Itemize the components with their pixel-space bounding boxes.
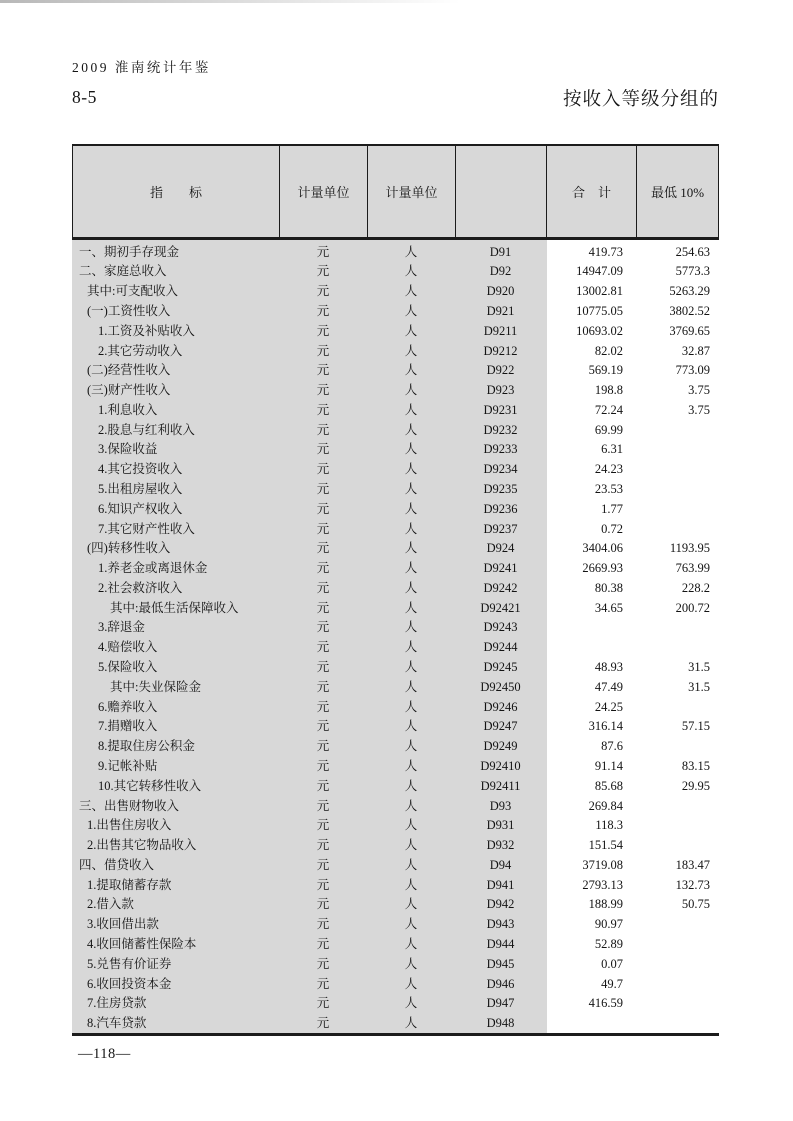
cell-unit-person: 人 [404, 996, 418, 1011]
cell-unit-person: 人 [404, 244, 418, 259]
cell-code: D943 [486, 917, 515, 932]
cell-unit-yuan: 元 [316, 482, 330, 497]
cell-lowest10 [636, 519, 719, 539]
cell-unit-person: 人 [404, 660, 418, 675]
cell-lowest10 [636, 440, 719, 460]
cell-lowest10 [636, 697, 719, 717]
cell-lowest10 [636, 915, 719, 935]
cell-unit-person: 人 [404, 501, 418, 516]
cell-unit-yuan: 元 [316, 917, 330, 932]
cell-lowest10 [636, 974, 719, 994]
cell-unit-yuan: 元 [316, 818, 330, 833]
cell-lowest10 [636, 954, 719, 974]
cell-lowest10: 32.87 [681, 343, 710, 358]
cell-unit-person: 人 [404, 462, 418, 477]
cell-unit-yuan: 元 [316, 699, 330, 714]
table-header-row [72, 144, 719, 240]
table-row [72, 816, 719, 836]
cell-total: 0.07 [601, 956, 623, 971]
cell-code: D948 [486, 1016, 515, 1031]
cell-total: 47.49 [594, 679, 623, 694]
cell-unit-yuan: 元 [316, 620, 330, 635]
cell-lowest10: 254.63 [675, 244, 710, 259]
cell-unit-person: 人 [404, 818, 418, 833]
cell-unit-yuan: 元 [316, 541, 330, 556]
cell-total: 24.25 [594, 699, 623, 714]
cell-total: 85.68 [594, 778, 623, 793]
cell-total: 72.24 [594, 402, 623, 417]
cell-total: 3404.06 [582, 541, 623, 556]
cell-lowest10 [636, 835, 719, 855]
cell-code: D931 [486, 818, 515, 833]
col-header-unit1: 计量单位 [280, 146, 368, 237]
cell-unit-yuan: 元 [316, 561, 330, 576]
cell-lowest10: 3.75 [688, 402, 710, 417]
cell-total: 69.99 [594, 422, 623, 437]
cell-indicator: 1.提取储蓄存款 [87, 877, 172, 892]
cell-code: D932 [486, 838, 515, 853]
cell-unit-yuan: 元 [316, 877, 330, 892]
cell-indicator: 2.其它劳动收入 [98, 343, 183, 358]
table-row [72, 934, 719, 954]
cell-total: 6.31 [601, 442, 623, 457]
table-row [72, 479, 719, 499]
cell-total: 10775.05 [576, 303, 623, 318]
cell-total: 0.72 [601, 521, 623, 536]
cell-unit-person: 人 [404, 778, 418, 793]
cell-unit-yuan: 元 [316, 264, 330, 279]
cell-unit-yuan: 元 [316, 758, 330, 773]
cell-indicator: 6.收回投资本金 [87, 976, 172, 991]
cell-unit-yuan: 元 [316, 462, 330, 477]
cell-unit-yuan: 元 [316, 284, 330, 299]
cell-indicator: 2.股息与红利收入 [98, 422, 195, 437]
table-row [72, 321, 719, 341]
cell-indicator: 5.保险收入 [98, 660, 158, 675]
cell-unit-person: 人 [404, 442, 418, 457]
cell-unit-yuan: 元 [316, 640, 330, 655]
cell-unit-yuan: 元 [316, 897, 330, 912]
cell-total: 10693.02 [576, 323, 623, 338]
cell-indicator: 二、家庭总收入 [79, 264, 167, 279]
cell-indicator: 1.养老金或离退休金 [98, 561, 208, 576]
cell-total: 188.99 [588, 897, 623, 912]
table-row [72, 776, 719, 796]
cell-total: 34.65 [594, 600, 623, 615]
cell-lowest10: 183.47 [675, 857, 710, 872]
cell-total: 2669.93 [582, 561, 623, 576]
cell-indicator: 三、出售财物收入 [79, 798, 180, 813]
cell-total: 13002.81 [576, 284, 623, 299]
cell-total: 269.84 [588, 798, 623, 813]
cell-code: D92450 [480, 679, 521, 694]
cell-code: D945 [486, 956, 515, 971]
cell-unit-yuan: 元 [316, 956, 330, 971]
cell-unit-person: 人 [404, 363, 418, 378]
cell-unit-person: 人 [404, 284, 418, 299]
cell-lowest10: 31.5 [688, 660, 710, 675]
cell-unit-yuan: 元 [316, 719, 330, 734]
cell-lowest10: 228.2 [681, 580, 710, 595]
col-header-indicator: 指 标 [73, 146, 280, 237]
cell-total: 49.7 [601, 976, 623, 991]
cell-unit-yuan: 元 [316, 580, 330, 595]
cell-indicator: 3.保险收益 [98, 442, 158, 457]
col-header-total: 合 计 [547, 146, 637, 237]
cell-unit-person: 人 [404, 936, 418, 951]
cell-code: D921 [486, 303, 515, 318]
table-row [72, 539, 719, 559]
table-row [72, 697, 719, 717]
cell-lowest10: 3.75 [688, 383, 710, 398]
cell-unit-yuan: 元 [316, 1016, 330, 1031]
cell-code: D9244 [483, 640, 518, 655]
cell-unit-person: 人 [404, 264, 418, 279]
cell-lowest10 [636, 796, 719, 816]
cell-unit-yuan: 元 [316, 521, 330, 536]
cell-unit-yuan: 元 [316, 660, 330, 675]
table-row [72, 499, 719, 519]
table-row [72, 519, 719, 539]
cell-unit-yuan: 元 [316, 303, 330, 318]
cell-unit-person: 人 [404, 323, 418, 338]
cell-unit-person: 人 [404, 798, 418, 813]
table-row [72, 954, 719, 974]
cell-total: 316.14 [588, 719, 623, 734]
cell-total: 2793.13 [582, 877, 623, 892]
cell-unit-person: 人 [404, 640, 418, 655]
cell-lowest10: 763.99 [675, 561, 710, 576]
cell-total: 416.59 [588, 996, 623, 1011]
cell-code: D9237 [483, 521, 518, 536]
cell-code: D9231 [483, 402, 518, 417]
cell-lowest10 [636, 638, 719, 658]
table-row [72, 400, 719, 420]
cell-unit-yuan: 元 [316, 244, 330, 259]
cell-unit-yuan: 元 [316, 838, 330, 853]
cell-code: D9234 [483, 462, 518, 477]
table-row [72, 618, 719, 638]
cell-total: 3719.08 [582, 857, 623, 872]
cell-indicator: 其中:失业保险金 [110, 679, 201, 694]
cell-code: D92411 [480, 778, 521, 793]
cell-unit-person: 人 [404, 1016, 418, 1031]
cell-unit-person: 人 [404, 857, 418, 872]
cell-code: D94 [489, 857, 512, 872]
cell-indicator: 2.借入款 [87, 897, 134, 912]
cell-unit-person: 人 [404, 838, 418, 853]
cell-unit-yuan: 元 [316, 778, 330, 793]
cell-lowest10: 1193.95 [669, 541, 710, 556]
cell-lowest10: 5773.3 [675, 264, 710, 279]
cell-indicator: (二)经营性收入 [87, 363, 171, 378]
table-row [72, 361, 719, 381]
cell-code: D923 [486, 383, 515, 398]
cell-total: 151.54 [588, 838, 623, 853]
cell-code: D941 [486, 877, 515, 892]
cell-lowest10: 83.15 [681, 758, 710, 773]
cell-code: D9243 [483, 620, 518, 635]
cell-lowest10: 773.09 [675, 363, 710, 378]
table-row [72, 835, 719, 855]
cell-unit-yuan: 元 [316, 798, 330, 813]
cell-unit-person: 人 [404, 877, 418, 892]
cell-indicator: 7.其它财产性收入 [98, 521, 195, 536]
cell-total: 87.6 [601, 739, 623, 754]
cell-unit-yuan: 元 [316, 343, 330, 358]
cell-code: D9246 [483, 699, 518, 714]
cell-lowest10 [636, 737, 719, 757]
cell-total: 90.97 [594, 917, 623, 932]
cell-code: D9245 [483, 660, 518, 675]
cell-code: D9236 [483, 501, 518, 516]
cell-unit-yuan: 元 [316, 976, 330, 991]
col-header-lowest10: 最低 10% [650, 185, 705, 200]
cell-unit-person: 人 [404, 719, 418, 734]
cell-total: 52.89 [594, 936, 623, 951]
cell-total: 48.93 [594, 660, 623, 675]
table-row [72, 460, 719, 480]
table-row [72, 994, 719, 1014]
table-row [72, 677, 719, 697]
cell-indicator: 四、借贷收入 [79, 857, 155, 872]
table-row [72, 1013, 719, 1033]
cell-indicator: 4.收回储蓄性保险本 [87, 936, 197, 951]
table-row [72, 301, 719, 321]
cell-unit-person: 人 [404, 699, 418, 714]
table-row [72, 242, 719, 262]
cell-lowest10: 3769.65 [669, 323, 710, 338]
cell-lowest10 [636, 479, 719, 499]
cell-total: 118.3 [595, 818, 623, 833]
cell-total: 23.53 [594, 482, 623, 497]
table-row [72, 559, 719, 579]
cell-lowest10: 31.5 [688, 679, 710, 694]
cell-unit-person: 人 [404, 383, 418, 398]
table-row [72, 875, 719, 895]
cell-unit-yuan: 元 [316, 600, 330, 615]
cell-total: 569.19 [588, 363, 623, 378]
cell-total: 198.8 [594, 383, 623, 398]
cell-unit-yuan: 元 [316, 422, 330, 437]
col-header-code [456, 146, 547, 237]
cell-lowest10: 132.73 [675, 877, 710, 892]
cell-unit-person: 人 [404, 620, 418, 635]
table-row [72, 341, 719, 361]
cell-indicator: 5.出租房屋收入 [98, 482, 183, 497]
cell-unit-person: 人 [404, 976, 418, 991]
cell-indicator: (三)财产性收入 [87, 383, 171, 398]
table-row [72, 737, 719, 757]
cell-lowest10: 200.72 [675, 600, 710, 615]
table-row [72, 262, 719, 282]
table-row [72, 638, 719, 658]
cell-indicator: 一、期初手存现金 [79, 244, 180, 259]
cell-unit-person: 人 [404, 343, 418, 358]
cell-indicator: 10.其它转移性收入 [98, 778, 202, 793]
cell-unit-person: 人 [404, 422, 418, 437]
cell-total: 1.77 [601, 501, 623, 516]
cell-unit-person: 人 [404, 679, 418, 694]
cell-unit-yuan: 元 [316, 857, 330, 872]
cell-total [546, 618, 636, 638]
table-row [72, 717, 719, 737]
table-row [72, 915, 719, 935]
table-body [72, 240, 719, 1036]
cell-unit-yuan: 元 [316, 936, 330, 951]
table-row [72, 855, 719, 875]
cell-unit-yuan: 元 [316, 383, 330, 398]
cell-total: 91.14 [594, 758, 623, 773]
cell-total: 14947.09 [576, 264, 623, 279]
cell-code: D947 [486, 996, 515, 1011]
cell-code: D9241 [483, 561, 518, 576]
cell-unit-person: 人 [404, 917, 418, 932]
cell-indicator: 2.出售其它物品收入 [87, 838, 197, 853]
cell-indicator: 3.收回借出款 [87, 917, 159, 932]
cell-indicator: 6.知识产权收入 [98, 501, 183, 516]
table-row [72, 598, 719, 618]
cell-lowest10: 5263.29 [669, 284, 710, 299]
page-title: 按收入等级分组的 [562, 90, 719, 110]
cell-unit-person: 人 [404, 541, 418, 556]
cell-indicator: 7.住房贷款 [87, 996, 147, 1011]
cell-lowest10 [636, 994, 719, 1014]
cell-total: 82.02 [594, 343, 623, 358]
cell-code: D9233 [483, 442, 518, 457]
cell-code: D9211 [483, 323, 518, 338]
cell-indicator: 4.赔偿收入 [98, 640, 158, 655]
cell-code: D922 [486, 363, 515, 378]
cell-unit-person: 人 [404, 402, 418, 417]
cell-indicator: 6.赡养收入 [98, 699, 158, 714]
table-row [72, 440, 719, 460]
cell-indicator: 7.捐赠收入 [98, 719, 158, 734]
cell-indicator: 1.工资及补贴收入 [98, 323, 195, 338]
cell-unit-person: 人 [404, 758, 418, 773]
cell-unit-person: 人 [404, 600, 418, 615]
cell-code: D91 [489, 244, 512, 259]
cell-code: D944 [486, 936, 515, 951]
cell-unit-person: 人 [404, 521, 418, 536]
statistics-table [72, 144, 719, 1036]
table-number: 8-5 [72, 87, 97, 107]
table-row [72, 796, 719, 816]
cell-code: D946 [486, 976, 515, 991]
cell-code: D920 [486, 284, 515, 299]
cell-indicator: (一)工资性收入 [87, 303, 171, 318]
cell-lowest10 [636, 618, 719, 638]
cell-indicator: 其中:可支配收入 [87, 284, 178, 299]
cell-lowest10 [636, 420, 719, 440]
cell-unit-person: 人 [404, 303, 418, 318]
cell-code: D924 [486, 541, 515, 556]
cell-code: D9247 [483, 719, 518, 734]
cell-lowest10 [636, 460, 719, 480]
cell-lowest10 [636, 934, 719, 954]
cell-indicator: 8.汽车贷款 [87, 1016, 147, 1031]
table-row [72, 895, 719, 915]
table-row [72, 974, 719, 994]
table-row [72, 578, 719, 598]
cell-indicator: 2.社会救济收入 [98, 580, 183, 595]
cell-total [546, 1013, 636, 1033]
cell-code: D9212 [483, 343, 518, 358]
col-header-unit2: 计量单位 [368, 146, 456, 237]
table-row [72, 420, 719, 440]
cell-unit-person: 人 [404, 561, 418, 576]
cell-unit-yuan: 元 [316, 323, 330, 338]
cell-lowest10: 50.75 [681, 897, 710, 912]
cell-lowest10 [636, 1013, 719, 1033]
cell-lowest10: 3802.52 [669, 303, 710, 318]
cell-total: 80.38 [594, 580, 623, 595]
yearbook-header: 2009 淮南统计年鉴 [72, 60, 211, 75]
cell-lowest10: 57.15 [681, 719, 710, 734]
cell-code: D9249 [483, 739, 518, 754]
cell-unit-person: 人 [404, 897, 418, 912]
cell-unit-yuan: 元 [316, 501, 330, 516]
cell-unit-yuan: 元 [316, 679, 330, 694]
cell-indicator: (四)转移性收入 [87, 541, 171, 556]
cell-total: 419.73 [588, 244, 623, 259]
cell-code: D9235 [483, 482, 518, 497]
cell-lowest10 [636, 816, 719, 836]
cell-unit-person: 人 [404, 482, 418, 497]
cell-code: D9242 [483, 580, 518, 595]
cell-unit-yuan: 元 [316, 442, 330, 457]
cell-unit-person: 人 [404, 739, 418, 754]
scan-edge-artifact [0, 0, 460, 3]
cell-indicator: 8.提取住房公积金 [98, 739, 195, 754]
cell-code: D92421 [480, 600, 521, 615]
cell-indicator: 1.出售住房收入 [87, 818, 172, 833]
cell-indicator: 其中:最低生活保障收入 [110, 600, 239, 615]
cell-unit-yuan: 元 [316, 739, 330, 754]
cell-code: D942 [486, 897, 515, 912]
table-row [72, 657, 719, 677]
cell-indicator: 9.记帐补贴 [98, 758, 158, 773]
cell-code: D9232 [483, 422, 518, 437]
cell-code: D92 [489, 264, 512, 279]
cell-indicator: 3.辞退金 [98, 620, 145, 635]
cell-lowest10 [636, 499, 719, 519]
cell-unit-yuan: 元 [316, 363, 330, 378]
cell-lowest10: 29.95 [681, 778, 710, 793]
table-row [72, 756, 719, 776]
table-row [72, 380, 719, 400]
cell-unit-person: 人 [404, 956, 418, 971]
cell-code: D92410 [480, 758, 521, 773]
cell-total [546, 638, 636, 658]
cell-unit-person: 人 [404, 580, 418, 595]
cell-indicator: 1.利息收入 [98, 402, 158, 417]
table-row [72, 282, 719, 302]
cell-total: 24.23 [594, 462, 623, 477]
cell-unit-yuan: 元 [316, 996, 330, 1011]
cell-code: D93 [489, 798, 512, 813]
cell-unit-yuan: 元 [316, 402, 330, 417]
cell-indicator: 5.兑售有价证券 [87, 956, 172, 971]
cell-indicator: 4.其它投资收入 [98, 462, 183, 477]
page-number: —118— [78, 1046, 131, 1062]
